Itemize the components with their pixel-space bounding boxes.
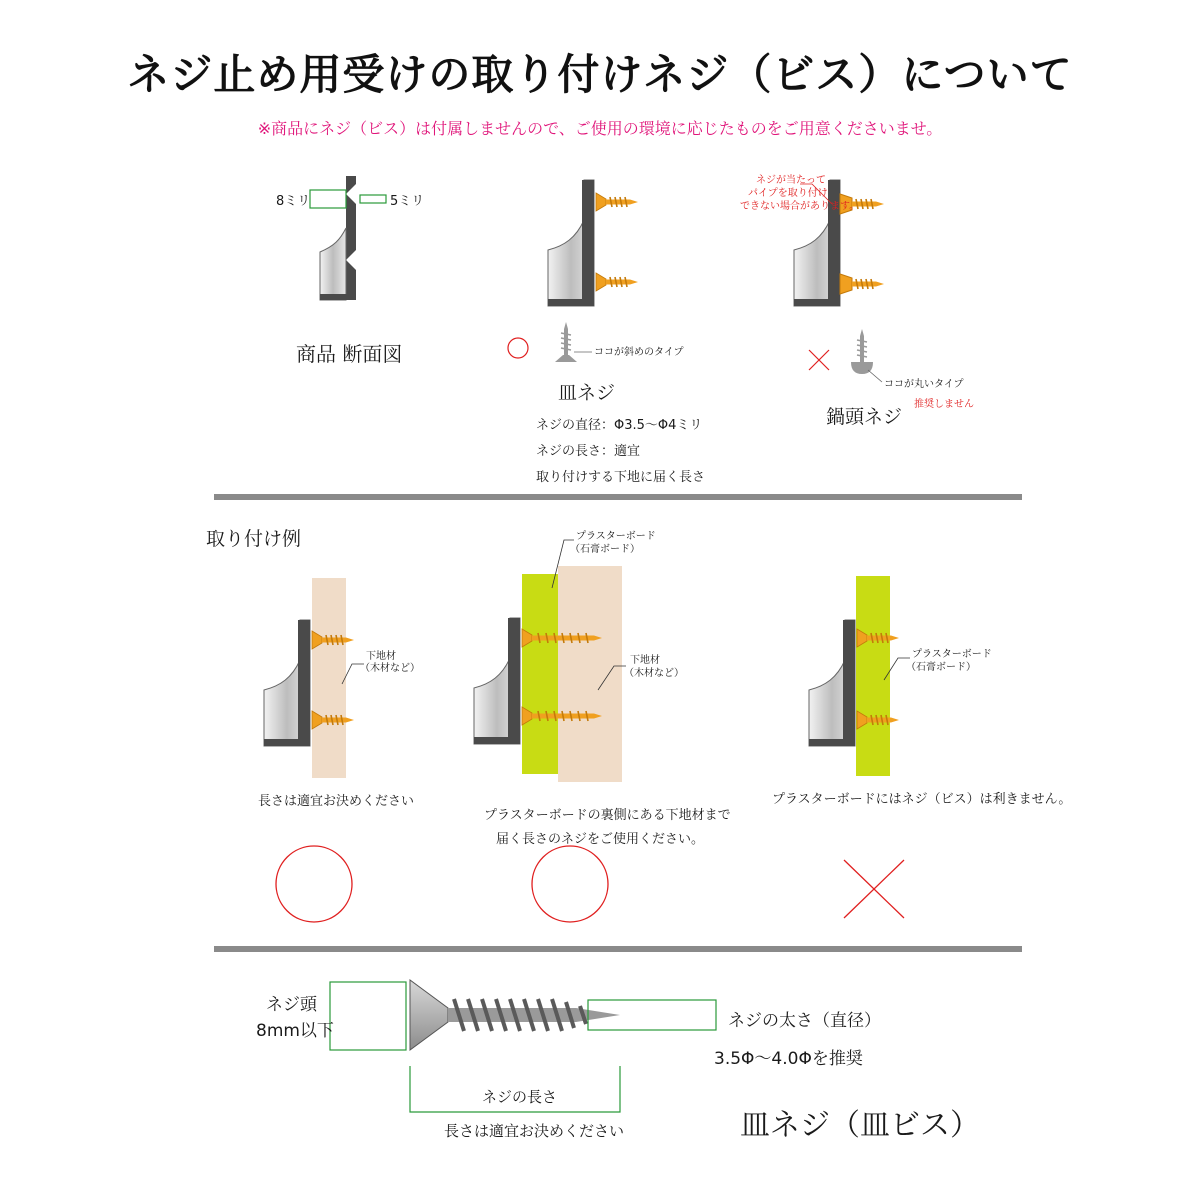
thickness-label: ネジの太さ（直径） bbox=[728, 1011, 881, 1031]
ex1-material-sub: （木材など） bbox=[360, 663, 420, 674]
spec-diameter: ネジの直径：Φ3.5～Φ4ミリ bbox=[536, 418, 703, 433]
ex2-material-label: 下地材 bbox=[630, 655, 660, 666]
good-mark-icon bbox=[508, 338, 528, 358]
bad-screw-name: 鍋頭ネジ bbox=[826, 406, 903, 428]
ex1-material-label: 下地材 bbox=[366, 651, 396, 662]
dim-8mm-label: 8ミリ bbox=[276, 194, 311, 209]
screw-icon bbox=[596, 273, 638, 291]
wood-base-material bbox=[312, 578, 346, 778]
ex3-caption: プラスターボードにはネジ（ビス）は利きません。 bbox=[772, 792, 1072, 807]
good-mark-icon bbox=[276, 846, 352, 922]
divider bbox=[214, 494, 1022, 500]
head-size-label: 8mm以下 bbox=[256, 1021, 334, 1041]
product-cross-section bbox=[320, 176, 356, 300]
warning-line-3: できない場合があります。 bbox=[740, 201, 860, 212]
wood-base-material bbox=[558, 566, 622, 782]
ex2-board-sub: （石膏ボード） bbox=[570, 544, 640, 555]
ex3-board-label: プラスターボード bbox=[912, 649, 992, 660]
ex3-board-sub: （石膏ボード） bbox=[906, 662, 976, 673]
good-screw-name: 皿ネジ bbox=[558, 382, 616, 404]
good-screw-note: ココが斜めのタイプ bbox=[594, 347, 684, 358]
recommended-diameter: 3.5Φ～4.0Φを推奨 bbox=[714, 1049, 863, 1069]
plasterboard bbox=[522, 574, 558, 774]
notice-text: ※商品にネジ（ビス）は付属しませんので、ご使用の環境に応じたものをご用意くださいませ。 bbox=[257, 119, 943, 138]
divider bbox=[214, 946, 1022, 952]
flat-head-screw-icon bbox=[555, 322, 577, 362]
dim-8mm-box bbox=[310, 190, 346, 208]
ex2-board-label: プラスターボード bbox=[576, 531, 656, 542]
bad-screw-recommendation: 推奨しません bbox=[914, 399, 974, 410]
head-label: ネジ頭 bbox=[266, 995, 317, 1015]
warning-line-1: ネジが当たって bbox=[756, 175, 826, 186]
length-label: ネジの長さ bbox=[482, 1088, 558, 1106]
spec-reach: 取り付けする下地に届く長さ bbox=[536, 470, 706, 485]
ex2-caption-line-2: 届く長さのネジをご使用ください。 bbox=[496, 832, 705, 847]
ex1-caption: 長さは適宜お決めください bbox=[258, 794, 415, 809]
good-mark-icon bbox=[532, 846, 608, 922]
spec-length: ネジの長さ：適宜 bbox=[536, 444, 641, 459]
dim-5mm-label: 5ミリ bbox=[390, 194, 425, 209]
ex2-material-sub: （木材など） bbox=[624, 668, 684, 679]
good-example-bracket bbox=[548, 180, 638, 306]
round-head-screw-icon bbox=[851, 329, 873, 374]
section-heading: 取り付け例 bbox=[206, 528, 302, 550]
length-note: 長さは適宜お決めください bbox=[444, 1122, 625, 1140]
bad-screw-note: ココが丸いタイプ bbox=[884, 379, 964, 390]
ex2-caption-line-1: プラスターボードの裏側にある下地材まで bbox=[484, 808, 731, 823]
bad-mark-icon bbox=[844, 860, 904, 918]
warning-line-2: パイプを取り付け bbox=[748, 188, 828, 199]
head-size-box bbox=[330, 982, 406, 1050]
plasterboard bbox=[856, 576, 890, 776]
screw-icon bbox=[596, 193, 638, 211]
screw-name-large: 皿ネジ（皿ビス） bbox=[740, 1108, 980, 1143]
bad-mark-icon bbox=[809, 350, 829, 370]
page-title: ネジ止め用受けの取り付けネジ（ビス）について bbox=[127, 50, 1073, 99]
cross-section-label: 商品 断面図 bbox=[296, 342, 403, 366]
dim-5mm-box bbox=[360, 195, 386, 203]
